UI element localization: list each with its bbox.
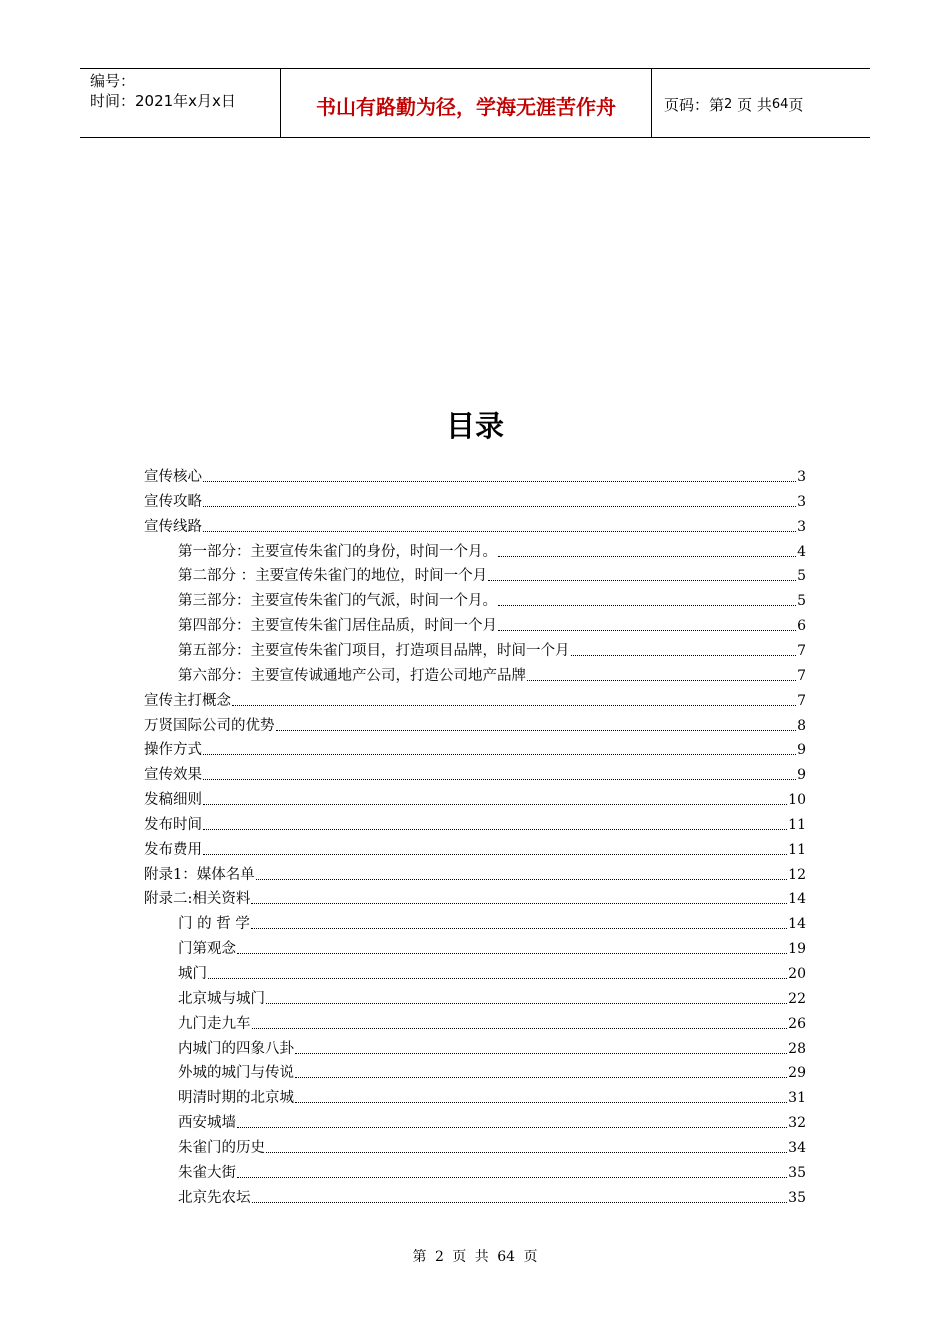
header-page-num: 2 [724, 96, 733, 112]
toc-entry-page: 35 [788, 1189, 806, 1206]
toc-entry-title: 内城门的四象八卦 [178, 1040, 294, 1057]
toc-entry-page: 11 [788, 841, 806, 858]
toc-entry-title: 第三部分：主要宣传朱雀门的气派，时间一个月。 [178, 593, 497, 610]
toc-dot-leader [251, 903, 787, 904]
toc-entry-page: 10 [788, 792, 806, 809]
toc-dot-leader [208, 978, 787, 979]
toc-entry-title: 发稿细则 [144, 792, 202, 809]
toc-entry[interactable] [178, 665, 806, 687]
toc-entry[interactable] [178, 640, 806, 662]
toc-dot-leader [251, 928, 787, 929]
toc-entry-page: 11 [788, 816, 806, 833]
toc-entry-title: 门第观念 [178, 941, 236, 958]
header-page-suffix: 页 [788, 95, 804, 114]
toc-entry-page: 14 [788, 891, 806, 908]
toc-entry-title: 北京城与城门 [178, 990, 265, 1007]
toc-entry[interactable] [178, 565, 806, 587]
toc-entry-title: 第二部分 ：主要宣传朱雀门的地位，时间一个月 [178, 568, 488, 585]
toc-entry[interactable] [144, 516, 806, 538]
toc-entry[interactable] [144, 789, 806, 811]
header-page-mid: 页 共 [737, 95, 772, 114]
toc-entry[interactable] [144, 839, 806, 861]
toc-dot-leader [266, 1003, 787, 1004]
toc-entry-page: 5 [797, 593, 806, 610]
toc-entry-title: 朱雀门的历史 [178, 1139, 265, 1156]
toc-dot-leader [266, 1152, 787, 1153]
header-date-label: 时间：2021年x月x日 [90, 92, 236, 110]
toc-entry[interactable] [144, 814, 806, 836]
header-number-label: 编号： [90, 72, 136, 90]
toc-entry-title: 明清时期的北京城 [178, 1090, 294, 1107]
toc-entry[interactable] [178, 963, 806, 985]
toc-entry-page: 28 [788, 1040, 806, 1057]
toc-dot-leader [295, 1077, 787, 1078]
toc-dot-leader [203, 531, 796, 532]
toc-entry[interactable] [178, 590, 806, 612]
toc-entry[interactable] [178, 615, 806, 637]
toc-dot-leader [203, 481, 796, 482]
toc-entry-title: 发布费用 [144, 841, 202, 858]
toc-dot-leader [571, 655, 797, 656]
page-footer: 第 2 页 共 64 页 [412, 1249, 538, 1265]
header-motto: 书山有路勤为径，学海无涯苦作舟 [280, 69, 652, 137]
toc-entry-title: 朱雀大街 [178, 1164, 236, 1181]
toc-dot-leader [203, 829, 787, 830]
toc-dot-leader [488, 580, 796, 581]
toc-entry[interactable] [178, 541, 806, 563]
toc-entry[interactable] [178, 1013, 806, 1035]
toc-entry-page: 9 [797, 742, 806, 759]
header-page-total: 64 [771, 96, 789, 112]
toc-entry[interactable] [178, 1087, 806, 1109]
toc-entry-title: 宣传线路 [144, 518, 202, 535]
toc-dot-leader [203, 779, 796, 780]
toc-entry-title: 第六部分：主要宣传诚通地产公司，打造公司地产品牌 [178, 667, 526, 684]
toc-entry-page: 12 [788, 866, 806, 883]
toc-dot-leader [256, 879, 787, 880]
page-header [80, 68, 870, 138]
toc-entry-page: 7 [797, 692, 806, 709]
toc-entry-page: 31 [788, 1090, 806, 1107]
toc-dot-leader [237, 1177, 787, 1178]
toc-entry-page: 6 [797, 618, 806, 635]
toc-dot-leader [252, 1028, 788, 1029]
toc-dot-leader [203, 854, 787, 855]
header-page-prefix: 页码：第 [664, 95, 725, 114]
toc-entry-page: 5 [797, 568, 806, 585]
toc-dot-leader [527, 680, 796, 681]
toc-entry-title: 宣传攻略 [144, 493, 202, 510]
toc-dot-leader [237, 953, 787, 954]
toc-entry-page: 3 [797, 518, 806, 535]
toc-entry-page: 35 [788, 1164, 806, 1181]
toc-entry-title: 宣传效果 [144, 767, 202, 784]
toc-entry-page: 9 [797, 767, 806, 784]
toc-entry[interactable] [144, 888, 806, 910]
toc-entry-title: 操作方式 [144, 742, 202, 759]
header-meta [90, 71, 280, 111]
toc-entry-page: 14 [788, 916, 806, 933]
toc-entry[interactable] [178, 1137, 806, 1159]
toc-entry[interactable] [178, 1038, 806, 1060]
toc-entry-title: 门 的 哲 学 [178, 916, 250, 933]
toc-entry-title: 发布时间 [144, 816, 202, 833]
toc-entry[interactable] [144, 466, 806, 488]
toc-entry-title: 附录1：媒体名单 [144, 866, 255, 883]
toc-entry[interactable] [144, 491, 806, 513]
toc-entry-page: 19 [788, 941, 806, 958]
toc-entry[interactable] [144, 739, 806, 761]
toc-entry-title: 西安城墙 [178, 1115, 236, 1132]
toc-entry-title: 第四部分：主要宣传朱雀门居住品质，时间一个月 [178, 618, 497, 635]
toc-entry[interactable] [178, 1162, 806, 1184]
toc-dot-leader [276, 730, 797, 731]
toc-entry-title: 九门走九车 [178, 1015, 251, 1032]
toc-dot-leader [498, 630, 796, 631]
toc-entry[interactable] [178, 988, 806, 1010]
toc-dot-leader [203, 804, 787, 805]
toc-entry-page: 8 [797, 717, 806, 734]
toc-dot-leader [295, 1102, 787, 1103]
toc-dot-leader [295, 1053, 787, 1054]
toc-entry-title: 第五部分：主要宣传朱雀门项目，打造项目品牌，时间一个月 [178, 642, 570, 659]
toc-title: 目录 [445, 409, 504, 443]
toc-entry-title: 城门 [178, 966, 207, 982]
toc-entry-page: 3 [797, 493, 806, 510]
header-page-indicator [664, 69, 803, 137]
toc-entry-title: 宣传核心 [144, 469, 202, 485]
toc-entry-page: 32 [788, 1115, 806, 1132]
toc-entry-page: 29 [788, 1065, 806, 1082]
toc-entry-title: 万贤国际公司的优势 [144, 717, 275, 734]
toc-entry-page: 4 [797, 543, 806, 560]
toc-entry[interactable] [178, 1062, 806, 1084]
toc-entry-page: 22 [788, 990, 806, 1007]
toc-dot-leader [498, 556, 796, 557]
toc-dot-leader [252, 1202, 788, 1203]
toc-entry-page: 20 [788, 966, 806, 982]
toc-dot-leader [232, 705, 796, 706]
toc-entry-page: 7 [797, 667, 806, 684]
toc-entry[interactable] [178, 913, 806, 935]
toc-entry[interactable] [144, 764, 806, 786]
toc-entry-page: 7 [797, 642, 806, 659]
toc-entry-title: 第一部分：主要宣传朱雀门的身份，时间一个月。 [178, 543, 497, 560]
toc-dot-leader [203, 754, 796, 755]
toc-entry-title: 宣传主打概念 [144, 692, 231, 709]
toc-entry-page: 3 [797, 469, 806, 485]
toc-entry-title: 附录二:相关资料 [144, 891, 251, 908]
toc-entry-title: 外城的城门与传说 [178, 1065, 294, 1082]
toc-dot-leader [237, 1127, 787, 1128]
toc-entry[interactable] [144, 864, 806, 886]
toc-entry[interactable] [144, 690, 806, 712]
toc-entry[interactable] [178, 1187, 806, 1209]
toc-entry[interactable] [178, 938, 806, 960]
toc-entry-title: 北京先农坛 [178, 1189, 251, 1206]
toc-entry-page: 34 [788, 1139, 806, 1156]
toc-dot-leader [498, 605, 796, 606]
toc-entry-page: 26 [788, 1015, 806, 1032]
toc-entry[interactable] [178, 1112, 806, 1134]
toc-entry[interactable] [144, 715, 806, 737]
toc-dot-leader [203, 506, 796, 507]
